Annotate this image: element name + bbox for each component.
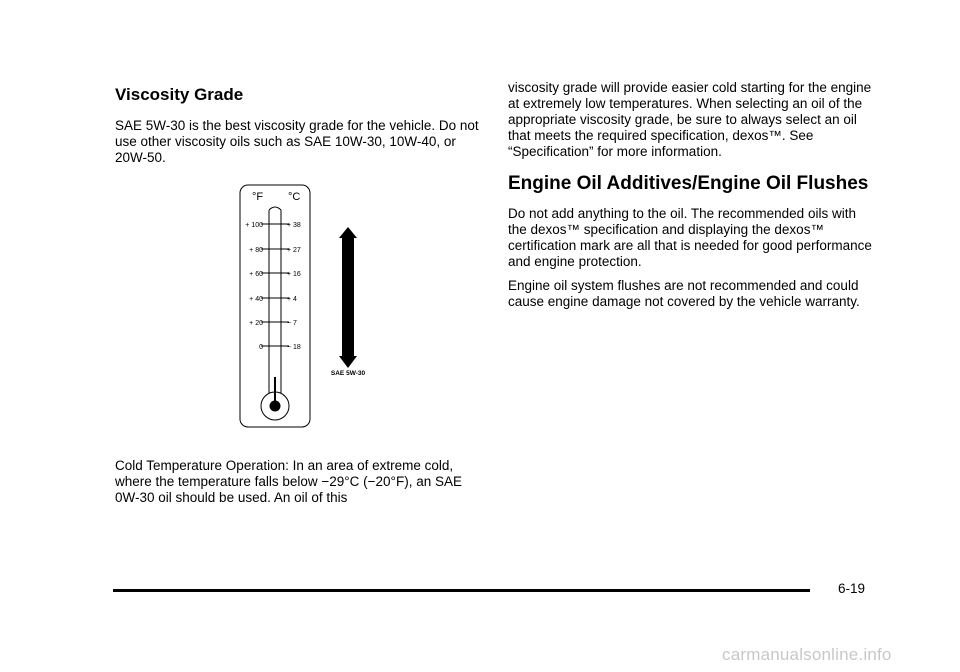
watermark: carmanualsonline.info: [722, 645, 892, 664]
c-label: − 7: [287, 320, 297, 327]
f-label: 0: [259, 344, 263, 351]
right-column: [508, 80, 878, 318]
thermometer-illustration: [232, 182, 382, 432]
left-caption: [115, 458, 480, 514]
f-label: + 100: [245, 222, 263, 229]
flushes-paragraph: Engine oil system flushes are not recommended and could cause engine damage not covered by the vehicle warranty.: [508, 278, 860, 309]
c-label: + 4: [287, 296, 297, 303]
viscosity-grade-heading: Viscosity Grade: [115, 85, 244, 104]
continued-paragraph: viscosity grade will provide easier cold starting for the engine at extremely low temperatures. When selecting an oil of the appropriate viscosity grade, be sure to always select an oil that meets the required specification, dexos™. See “Specification” for more information.: [508, 80, 872, 159]
f-label: + 60: [249, 271, 263, 278]
footer-rule: [113, 589, 810, 592]
c-label: − 18: [287, 344, 301, 351]
page-number: 6-19: [838, 581, 866, 596]
celsius-unit: °C: [288, 191, 301, 203]
left-column: [115, 84, 480, 174]
f-label: + 20: [249, 320, 263, 327]
viscosity-range-arrow-icon: [339, 227, 357, 368]
fahrenheit-unit: °F: [252, 191, 264, 203]
c-label: + 16: [287, 271, 301, 278]
c-label: + 27: [287, 247, 301, 254]
f-label: + 80: [249, 247, 263, 254]
f-label: + 40: [249, 296, 263, 303]
additives-paragraph: Do not add anything to the oil. The recommended oils with the dexos™ specification and displaying the dexos™ certification mark are all that is needed for good performance and engine protection.: [508, 206, 872, 269]
thermometer-figure: [232, 182, 382, 432]
viscosity-grade-paragraph: SAE 5W-30 is the best viscosity grade for the vehicle. Do not use other viscosity oils such as SAE 10W-30, 10W-40, or 20W-50.: [115, 118, 479, 165]
cold-temperature-paragraph: Cold Temperature Operation: In an area of extreme cold, where the temperature falls below −29°C (−20°F), an SAE 0W-30 oil should be used. An oil of this: [115, 458, 462, 505]
c-label: + 38: [287, 222, 301, 229]
additives-heading: Engine Oil Additives/Engine Oil Flushes: [508, 173, 869, 194]
grade-label: SAE 5W-30: [330, 370, 366, 377]
